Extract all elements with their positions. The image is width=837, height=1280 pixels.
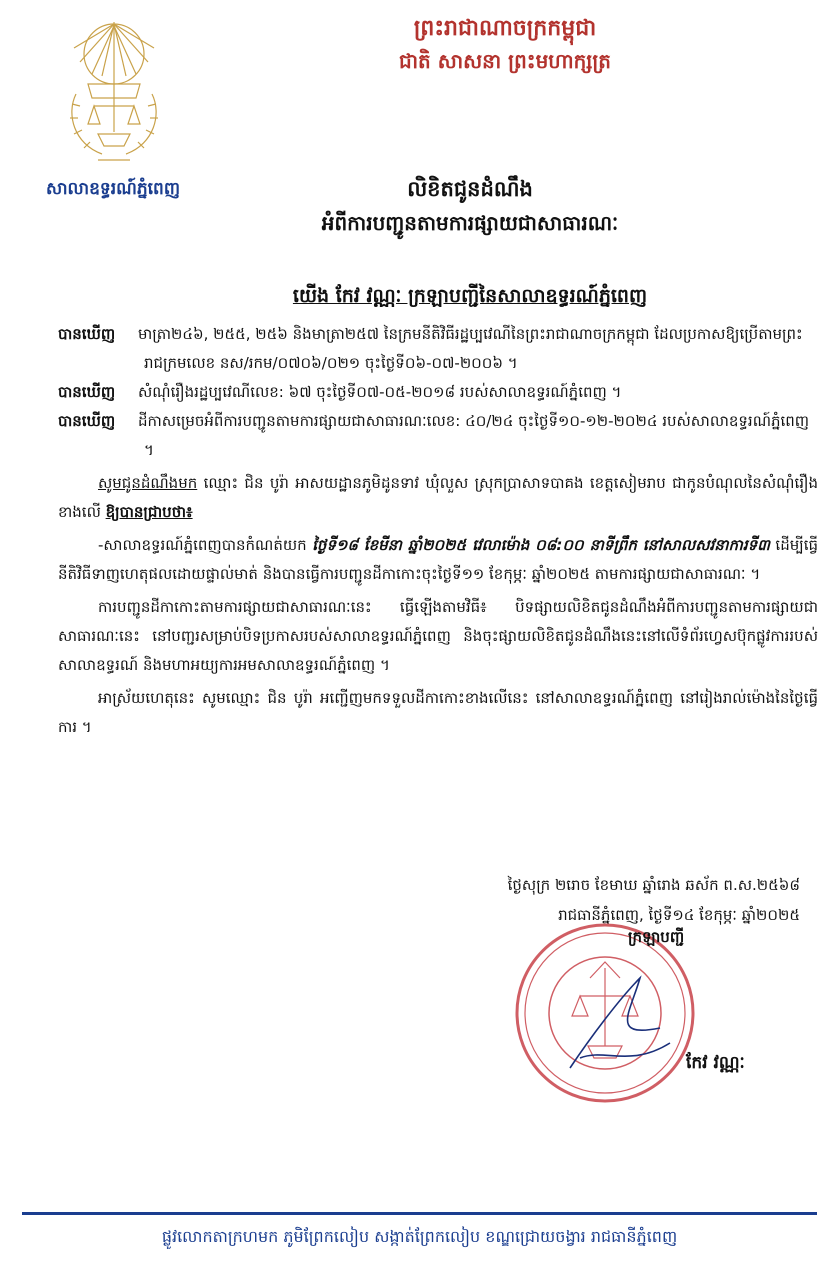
reference-3 xyxy=(58,407,818,465)
title-line1: លិខិតជូនដំណឹង xyxy=(407,177,533,201)
issuer-line: យើង កែវ វណ្ណៈ ក្រឡាបញ្ជីនៃសាលាឧទ្ធរណ៍ភ្នំពេញ xyxy=(292,285,648,307)
kingdom-header xyxy=(300,12,710,76)
hearing-post: ដើម្បីធ្វើនីតិវិធីទាញហេតុផលដោយផ្ទាល់មាត់ និងបានធ្វើការបញ្ជូនដីកាកោះចុះថ្ងៃទី១១ ខែកុម្ភៈ ឆ្នាំ២០២៥ តាមការផ្សាយជាសាធារណៈ ។ xyxy=(58,536,818,583)
national-motto: ជាតិ សាសនា ព្រះមហាក្សត្រ xyxy=(399,49,611,73)
footer-address: ផ្លូវលោកតាក្រហមក ភូមិព្រែកលៀប សង្កាត់ព្រែកលៀប ខណ្ឌជ្រោយចង្វារ រាជធានីភ្នំពេញ xyxy=(161,1227,678,1246)
reference-2 xyxy=(58,378,818,407)
reference-label: បានឃើញ xyxy=(58,325,116,343)
reference-text: សំណុំរឿងរដ្ឋប្បវេណីលេខ: ៦៧ ចុះថ្ងៃទី០៧-០៥-២០១៨ របស់សាលាឧទ្ធរណ៍ភ្នំពេញ ។ xyxy=(138,383,622,401)
notice-tail: ឱ្យបានជ្រាបថា៖ xyxy=(105,503,193,521)
hearing-pre: -សាលាឧទ្ធរណ៍ភ្នំពេញបានកំណត់យក xyxy=(98,536,313,554)
hearing-paragraph xyxy=(58,531,818,589)
closing-paragraph: អាស្រ័យហេតុនេះ សូមឈ្មោះ ជិន បូរ៉ា អញ្ជើញមកទទួលដីកាកោះខាងលើនេះ នៅសាលាឧទ្ធរណ៍ភ្នំពេញ នៅរៀងរាល់ម៉ោងនៃថ្ងៃធ្វើការ ។ xyxy=(58,689,818,736)
signer-name: កែវ វណ្ណៈ xyxy=(686,1053,745,1073)
notice-lead: សូមជូនដំណឹងមក xyxy=(98,474,198,492)
notice-paragraph xyxy=(58,469,818,527)
reference-1 xyxy=(58,320,818,378)
lunar-date: ថ្ងៃសុក្រ ២រោច ខែមាឃ ឆ្នាំរោង ឆស័ក ព.ស.២៥៦៨ xyxy=(507,876,800,894)
document-title xyxy=(200,172,740,240)
solar-date: រាជធានីភ្នំពេញ, ថ្ងៃទី១៤ ខែកុម្ភៈ ឆ្នាំ២០២៥ xyxy=(558,906,800,924)
royal-coat-of-arms-icon xyxy=(58,14,170,170)
reference-label: បានឃើញ xyxy=(58,412,116,430)
reference-text: ដីកាសម្រេចអំពីការបញ្ជូនតាមការផ្សាយជាសាធារណៈលេខ: ៤០/២៤ ចុះថ្ងៃទី១០-១២-២០២៤ របស់សាលាឧទ្ធរណ៍ភ្នំពេញ ។ xyxy=(138,412,810,459)
footer-divider xyxy=(22,1212,817,1215)
kingdom-name: ព្រះរាជាណាចក្រកម្ពុជា xyxy=(413,16,597,41)
notice-body: ឈ្មោះ ជិន បូរ៉ា អាសយដ្ឋានភូមិដូនទាវ ឃុំលួស ស្រុកប្រាសាទបាគង ខេត្តសៀមរាប ជាកូនបំណុលនៃសំណុំរឿងខាងលើ xyxy=(58,474,818,521)
title-line2: អំពីការបញ្ជូនតាមការផ្សាយជាសាធារណៈ xyxy=(321,211,619,235)
signer-title: ក្រឡាបញ្ជី xyxy=(628,928,685,946)
court-name: សាលាឧទ្ធរណ៍ភ្នំពេញ xyxy=(45,179,181,199)
document-body xyxy=(58,320,818,742)
reference-label: បានឃើញ xyxy=(58,383,116,401)
method-paragraph: ការបញ្ជូនដីកាកោះតាមការផ្សាយជាសាធារណៈនេះ ធ្វើឡើងតាមវិធី៖ បិទផ្សាយលិខិតជូនដំណឹងអំពីការបញ្ជូនតាមការផ្សាយជាសាធារណៈនេះ នៅបញ្ជរសម្រាប់បិទប្រកាសរបស់សាលាឧទ្ធរណ៍ភ្នំពេញ និងចុះផ្សាយលិខិតជូនដំណឹងនេះនៅលើទំព័រហ្វេសប៊ុកផ្លូវការរបស់ សាលាឧទ្ធរណ៍ និងមហាអយ្យការអមសាលាឧទ្ធរណ៍ភ្នំពេញ ។ xyxy=(58,598,818,674)
reference-text: មាត្រា២៤៦, ២៥៥, ២៥៦ និងមាត្រា២៥៧ នៃក្រមនីតិវិធីរដ្ឋប្បវេណីនៃព្រះរាជាណាចក្រកម្ពុជា ដែលប្រកាសឱ្យប្រើតាមព្រះរាជក្រមលេខ នស/រកម/០៧០៦/០២១ ចុះថ្ងៃទី០៦-០៧-២០០៦ ។ xyxy=(138,325,803,372)
hearing-datetime: ថ្ងៃទី១៨ ខែមីនា ឆ្នាំ២០២៥ វេលាម៉ោង ០៨:០០ នាទីព្រឹក នៅសាលសវនាការទី៣ xyxy=(312,536,770,554)
